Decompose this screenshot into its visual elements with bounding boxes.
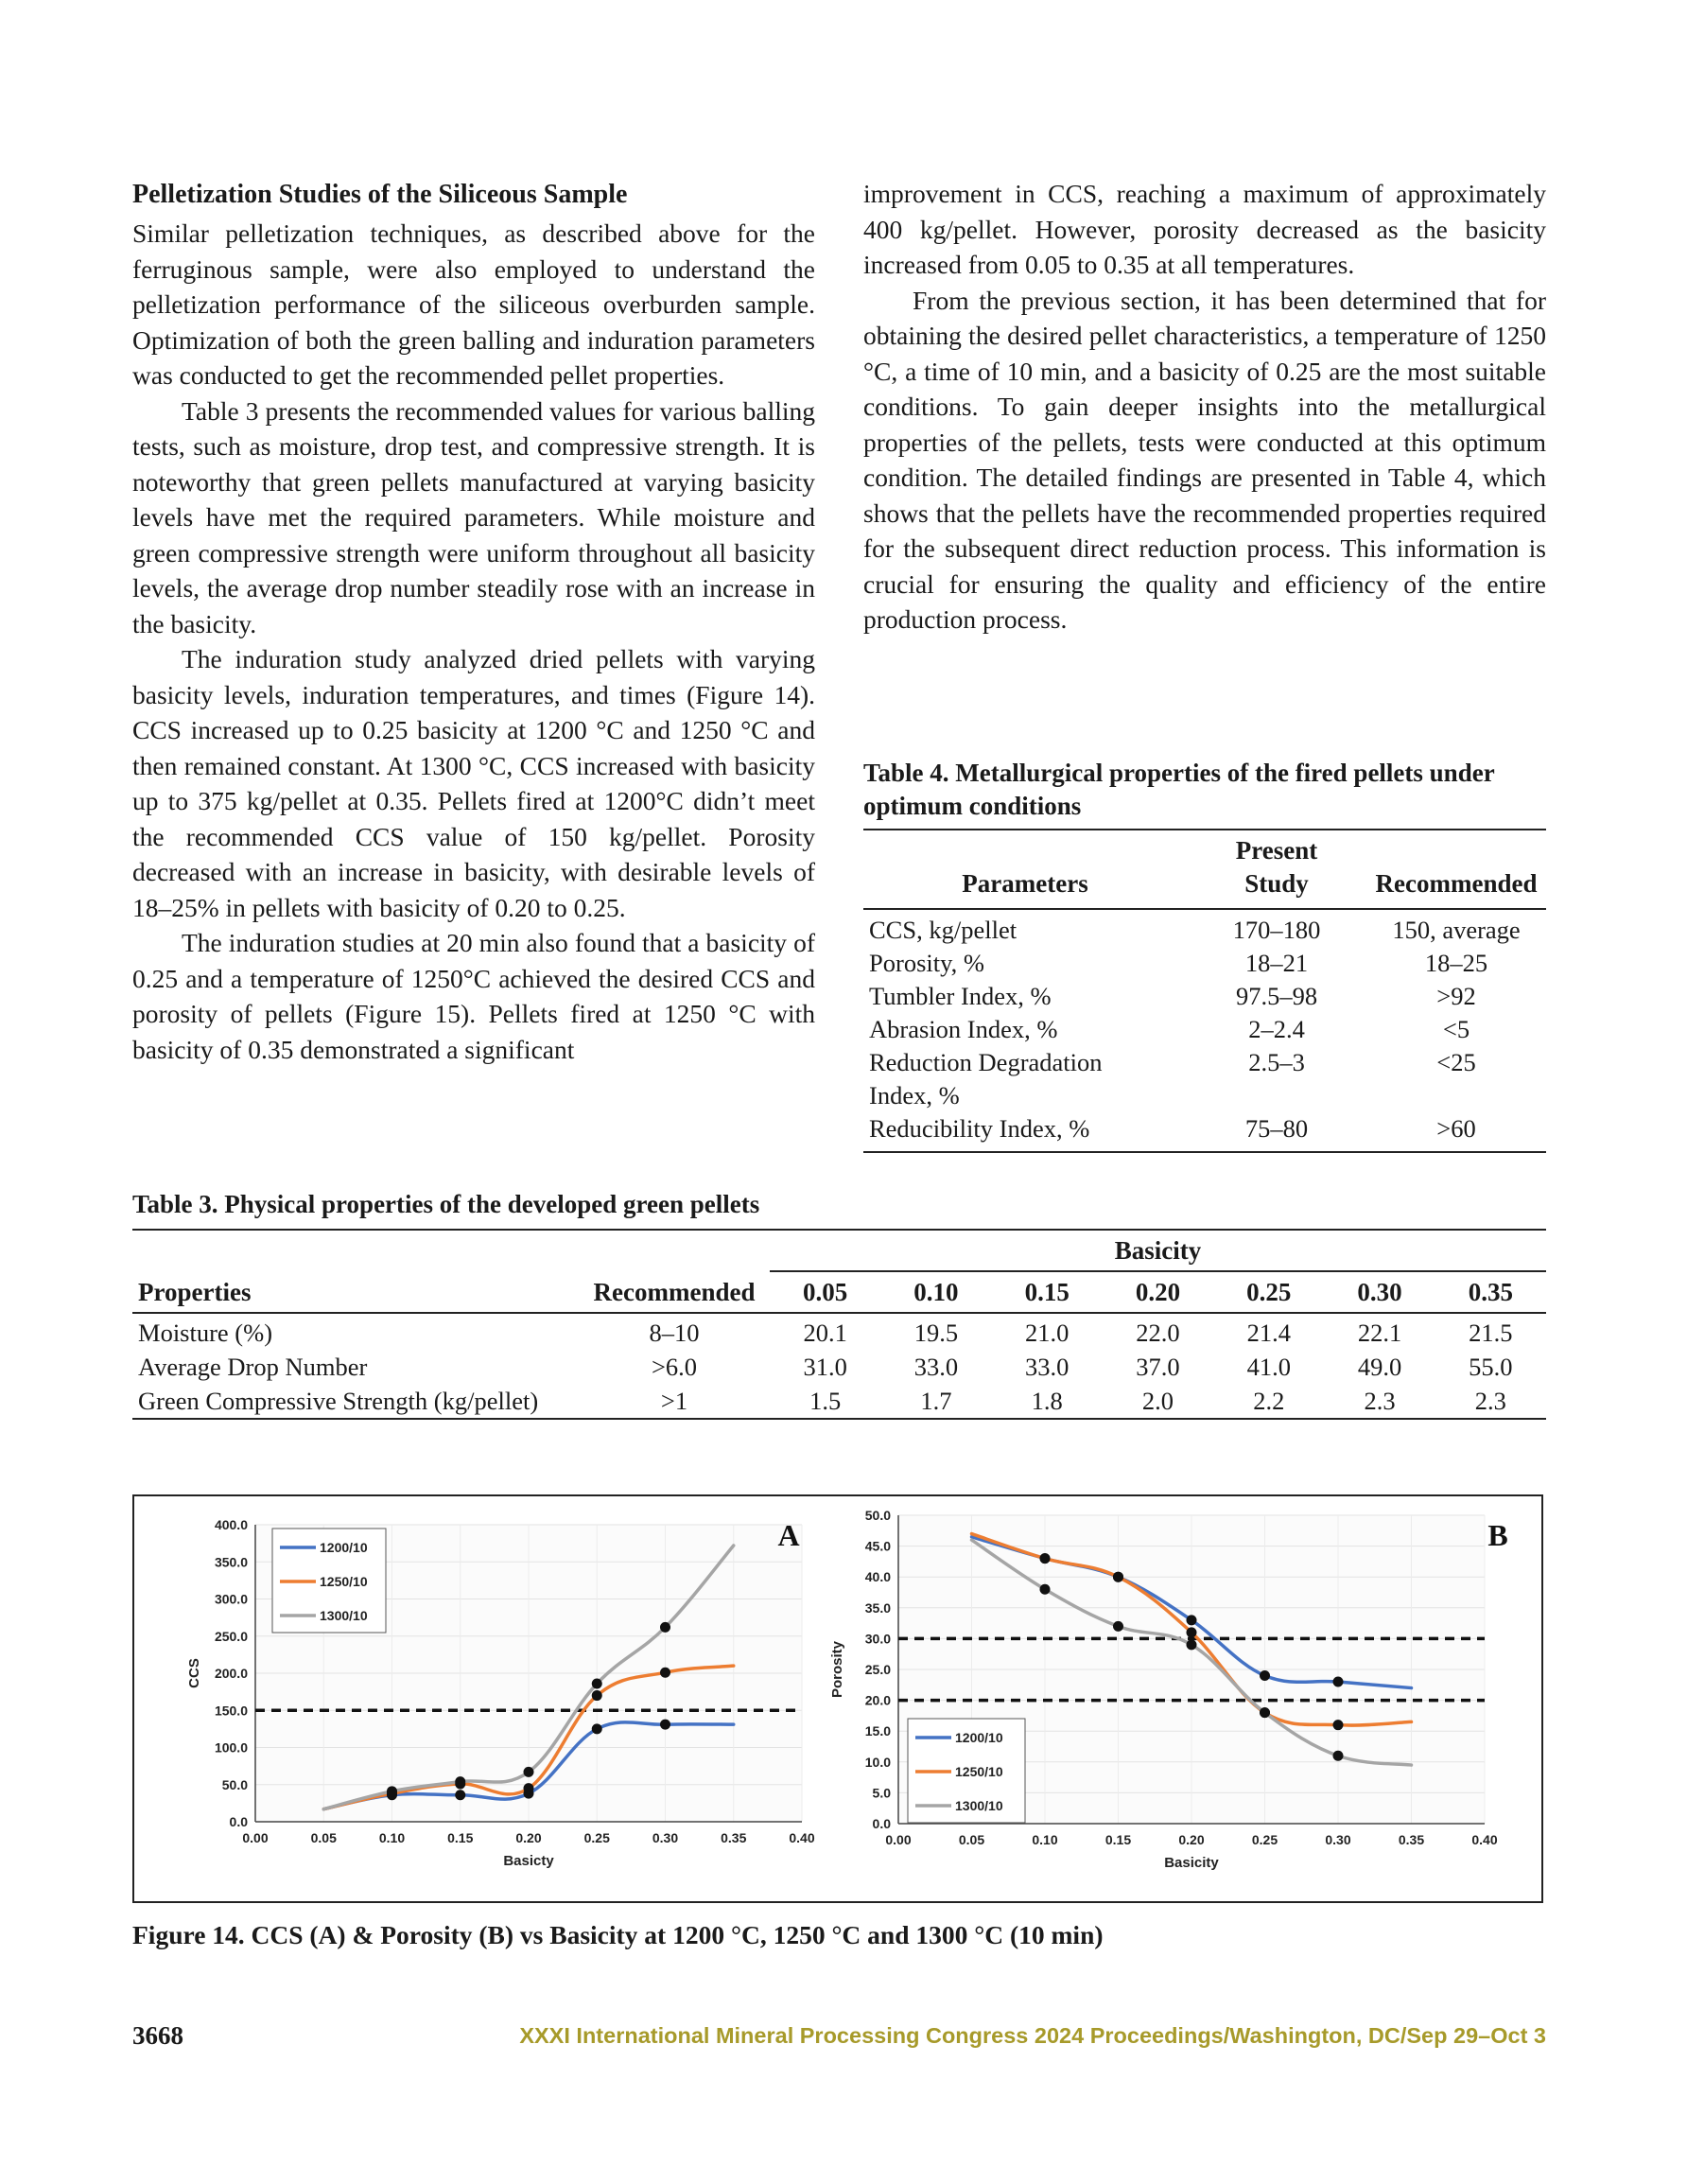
header-spacer [132, 1230, 579, 1271]
ccs-chart [134, 1496, 825, 1901]
page-number: 3668 [132, 2021, 183, 2050]
data-point [660, 1720, 670, 1730]
data-point [1187, 1627, 1197, 1637]
table-cell: 19.5 [913, 1319, 959, 1347]
table-cell: 18–21 [1244, 949, 1309, 977]
y-tick-label: 300.0 [214, 1591, 248, 1607]
table-cell: 1.8 [1031, 1387, 1063, 1415]
table-3 [132, 1188, 1546, 1420]
column-header: 0.20 [1135, 1278, 1181, 1306]
column-header: Parameters [962, 869, 1088, 898]
table-cell: 21.0 [1025, 1319, 1070, 1347]
data-point [1260, 1670, 1270, 1681]
data-point [592, 1690, 602, 1701]
column-header: Recommended [593, 1277, 756, 1306]
data-point [592, 1723, 602, 1734]
table-cell: Green Compressive Strength (kg/pellet) [138, 1387, 539, 1415]
x-tick-label: 0.10 [378, 1830, 406, 1845]
table-cell: 75–80 [1244, 1114, 1309, 1143]
x-tick-label: 0.10 [1032, 1832, 1058, 1847]
data-point [1333, 1751, 1344, 1761]
conference-footer: XXXI International Mineral Processing Congress 2024 Proceedings/Washington, DC/Sep 29–Oct 3 [519, 2023, 1546, 2048]
table-4 [863, 757, 1546, 1153]
data-point [524, 1783, 534, 1793]
paragraph: The induration studies at 20 min also found that a basicity of 0.25 and a temperature of 1250°C achieved the desired CCS and porosity of pellets (Figure 15). Pellets fired at 1250 °C with basicity of 0.35 demonstrated a significant [132, 928, 815, 1064]
table-cell: 21.5 [1469, 1319, 1513, 1347]
x-tick-label: 0.30 [1325, 1832, 1351, 1847]
data-point [1260, 1707, 1270, 1718]
table-cell: 41.0 [1246, 1353, 1291, 1381]
table-cell: CCS, kg/pellet [869, 916, 1017, 944]
y-tick-label: 200.0 [214, 1666, 248, 1681]
table-cell: Porosity, % [869, 949, 984, 977]
x-tick-label: 0.15 [447, 1830, 474, 1845]
data-point [1040, 1553, 1051, 1564]
paragraph: The induration study analyzed dried pellets with varying basicity levels, induration temperatures, and times (Figure 14). CCS increased up to 0.25 basicity at 1200 °C and 1250 °C and then remained constant. At 1300 °C, CCS increased with basicity up to 375 kg/pellet at 0.35. Pellets fired at 1200°C didn’t meet the recommended CCS value of 150 kg/pellet. Porosity decreased with an increase in basicity, with desirable levels of 18–25% in pellets with basicity of 0.20 to 0.25. [132, 644, 815, 922]
x-tick-label: 0.05 [958, 1832, 985, 1847]
table-cell: 55.0 [1469, 1353, 1513, 1381]
y-tick-label: 30.0 [864, 1631, 891, 1647]
x-tick-label: 0.40 [1471, 1832, 1498, 1847]
table-cell: Abrasion Index, % [869, 1015, 1058, 1043]
data-point [455, 1776, 465, 1787]
data-point [1333, 1677, 1344, 1687]
x-tick-label: 0.20 [515, 1830, 542, 1845]
header-spacer [579, 1230, 770, 1271]
y-tick-label: 0.0 [229, 1814, 248, 1829]
table-caption: Table 3. Physical properties of the developed green pellets [132, 1190, 760, 1218]
table-cell: 97.5–98 [1235, 982, 1318, 1010]
table-cell: 2–2.4 [1248, 1015, 1305, 1043]
metallurgical-properties-table [863, 829, 1546, 1153]
legend-label: 1300/10 [320, 1608, 368, 1623]
table-cell: 31.0 [803, 1353, 847, 1381]
table-cell: 2.5–3 [1248, 1048, 1305, 1076]
right-column [863, 176, 1546, 638]
green-pellet-properties-table [132, 1229, 1546, 1420]
column-header: 0.25 [1246, 1278, 1292, 1306]
table-row [863, 1013, 1546, 1046]
data-point [1187, 1639, 1197, 1650]
x-axis-title: Basicity [1164, 1855, 1219, 1871]
table-cell: 21.4 [1246, 1319, 1291, 1347]
table-cell: 1.7 [920, 1387, 952, 1415]
x-tick-label: 0.35 [721, 1830, 747, 1845]
x-tick-label: 0.20 [1178, 1832, 1205, 1847]
data-point [455, 1790, 465, 1800]
table-row [863, 1112, 1546, 1152]
table-cell: 22.0 [1136, 1319, 1180, 1347]
table-cell: 8–10 [649, 1319, 700, 1347]
column-header: Properties [138, 1277, 252, 1306]
y-tick-label: 5.0 [872, 1785, 891, 1801]
data-point [1040, 1584, 1051, 1595]
paragraph: Table 3 presents the recommended values for various balling tests, such as moisture, drop test, and compressive strength. It is noteworthy that green pellets manufactured at varying basicity levels have met the required parameters. While moisture and green compressive strength were uniform throughout all basicity levels, the average drop number steadily rose with an increase in the basicity. [132, 395, 815, 638]
y-tick-label: 20.0 [864, 1692, 891, 1708]
table-row [863, 980, 1546, 1013]
data-point [387, 1786, 397, 1796]
data-point [1113, 1572, 1123, 1582]
table-cell: 22.1 [1357, 1319, 1402, 1347]
data-point [592, 1678, 602, 1688]
legend-label: 1250/10 [955, 1764, 1003, 1779]
legend-label: 1250/10 [320, 1574, 368, 1589]
table-cell: 37.0 [1136, 1353, 1180, 1381]
table-cell: 2.3 [1474, 1387, 1506, 1415]
table-row [863, 909, 1546, 947]
y-axis-title: Porosity [829, 1640, 845, 1699]
y-tick-label: 250.0 [214, 1628, 248, 1644]
y-tick-label: 45.0 [864, 1538, 891, 1554]
legend-label: 1200/10 [320, 1540, 368, 1555]
table-cell: 170–180 [1232, 916, 1321, 944]
table-cell: 49.0 [1357, 1353, 1402, 1381]
table-cell: 2.3 [1364, 1387, 1396, 1415]
y-tick-label: 35.0 [864, 1599, 891, 1616]
table-cell: >6.0 [651, 1353, 698, 1381]
table-row [863, 947, 1546, 980]
table-cell: 33.0 [913, 1353, 959, 1381]
legend-label: 1300/10 [955, 1798, 1003, 1813]
table-cell: Average Drop Number [138, 1353, 368, 1381]
y-tick-label: 400.0 [214, 1517, 248, 1532]
y-tick-label: 40.0 [864, 1569, 891, 1585]
table-row [132, 1384, 1546, 1419]
table-cell: 2.2 [1253, 1387, 1285, 1415]
y-tick-label: 50.0 [864, 1508, 891, 1523]
column-header: 0.35 [1468, 1278, 1513, 1306]
x-tick-label: 0.25 [1251, 1832, 1278, 1847]
column-header: Present Study [1235, 836, 1318, 898]
section-heading: Pelletization Studies of the Siliceous Sample [132, 180, 628, 209]
left-column [132, 176, 815, 1067]
y-tick-label: 350.0 [214, 1554, 248, 1570]
y-tick-label: 150.0 [214, 1703, 248, 1719]
data-point [660, 1622, 670, 1633]
data-point [1333, 1720, 1344, 1730]
figure-14 [132, 1494, 1543, 1903]
column-header: 0.10 [913, 1278, 959, 1306]
table-cell: Moisture (%) [138, 1319, 273, 1347]
table-cell: Reducibility Index, % [869, 1114, 1090, 1143]
paragraph: improvement in CCS, reaching a maximum of approximately 400 kg/pellet. However, porosity decreased as the basicity increased from 0.05 to 0.35 at all temperatures. [863, 179, 1546, 279]
y-tick-label: 0.0 [872, 1816, 891, 1831]
table-cell: 150, average [1392, 916, 1521, 944]
table-cell: Tumbler Index, % [869, 982, 1052, 1010]
panel-letter: B [1487, 1518, 1508, 1552]
y-tick-label: 10.0 [864, 1754, 891, 1770]
table-row [863, 1046, 1546, 1112]
porosity-chart [829, 1496, 1536, 1901]
x-tick-label: 0.25 [583, 1830, 610, 1845]
y-tick-label: 100.0 [214, 1739, 248, 1756]
column-header: 0.15 [1024, 1278, 1070, 1306]
table-cell [863, 1046, 1187, 1112]
paragraph: Similar pelletization techniques, as described above for the ferruginous sample, were also employed to understand the pelletization performance of the siliceous overburden sample. Optimization of both the green balling and induration parameters was conducted to get the recommended pellet properties. [132, 218, 815, 390]
table-cell: 33.0 [1025, 1353, 1070, 1381]
y-tick-label: 15.0 [864, 1723, 891, 1739]
x-tick-label: 0.15 [1104, 1832, 1132, 1847]
column-header: Recommended [1375, 869, 1538, 898]
y-tick-label: 25.0 [864, 1662, 891, 1677]
table-cell-text: Reduction Degradation Index, % [869, 1048, 1103, 1109]
table-cell: >92 [1436, 982, 1476, 1010]
table-cell: 20.1 [803, 1319, 847, 1347]
panel-letter: A [777, 1518, 800, 1552]
basicity-group-header: Basicity [770, 1230, 1546, 1271]
x-axis-title: Basicty [503, 1853, 554, 1869]
table-cell: >1 [660, 1387, 688, 1415]
table-row [132, 1313, 1546, 1350]
x-tick-label: 0.30 [652, 1830, 679, 1845]
x-tick-label: 0.00 [242, 1830, 269, 1845]
x-tick-label: 0.35 [1398, 1832, 1425, 1847]
column-header: 0.05 [803, 1278, 848, 1306]
table-row [132, 1350, 1546, 1384]
data-point [1187, 1615, 1197, 1625]
paragraph: From the previous section, it has been determined that for obtaining the desired pellet characteristics, a temperature of 1250 °C, a time of 10 min, and a basicity of 0.25 are the most suitable conditions. To gain deeper insights into the metallurgical properties of the pellets, tests were conducted at this optimum condition. The detailed findings are presented in Table 4, which shows that the pellets have the recommended properties required for the subsequent direct reduction process. This information is crucial for ensuring the quality and efficiency of the entire production process. [863, 285, 1546, 634]
x-tick-label: 0.40 [789, 1830, 815, 1845]
table-cell: <25 [1436, 1048, 1476, 1076]
y-axis-title: CCS [186, 1658, 202, 1688]
column-header: 0.30 [1357, 1278, 1402, 1306]
data-point [1113, 1621, 1123, 1632]
table-cell: 1.5 [809, 1387, 842, 1415]
table-caption: Table 4. Metallurgical properties of the fired pellets under optimum conditions [863, 759, 1495, 820]
y-tick-label: 50.0 [221, 1776, 248, 1792]
table-cell: 2.0 [1141, 1387, 1174, 1415]
x-tick-label: 0.05 [310, 1830, 337, 1845]
legend-label: 1200/10 [955, 1730, 1003, 1745]
table-cell: <5 [1442, 1015, 1470, 1043]
figure-caption: Figure 14. CCS (A) & Porosity (B) vs Basicity at 1200 °C, 1250 °C and 1300 °C (10 min) [132, 1920, 1104, 1949]
table-cell: 18–25 [1424, 949, 1488, 977]
x-tick-label: 0.00 [885, 1832, 912, 1847]
data-point [524, 1767, 534, 1777]
data-point [660, 1668, 670, 1678]
table-cell: >60 [1436, 1114, 1476, 1143]
